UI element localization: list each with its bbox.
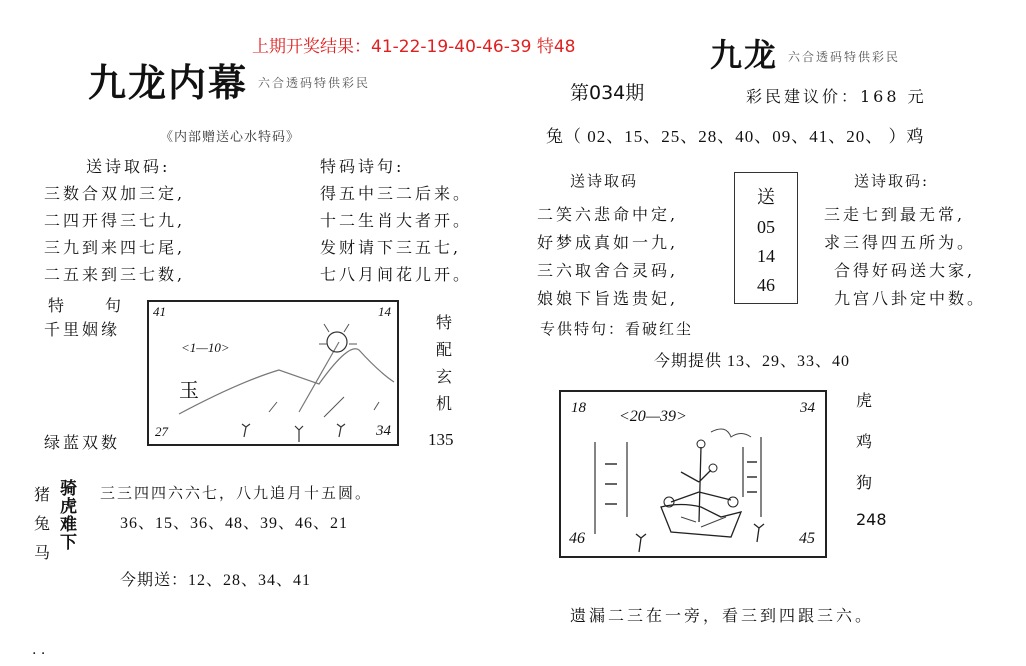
right-poem-right-line: 合得好码送大家, [834,261,976,280]
left-special-label: 特 句 [48,296,125,315]
left-poem-left-heading: 送诗取码: [86,157,171,176]
last-result-banner: 上期开奖结果：41-22-19-40-46-39 特48 [252,37,576,57]
zodiac-char: 难 [60,515,77,535]
side-char: 机 [436,394,456,413]
riddle-numbers: 36、15、36、48、39、46、21 [120,515,349,532]
right-sketch-drawing [559,390,827,558]
sketch-lines-icon [149,302,397,444]
right-side-vertical [856,388,875,493]
left-poem-right-line: 七八月间花儿开。 [320,265,473,284]
this-period-send: 今期送：12、28、34、41 [120,572,312,589]
zodiac-char: 马 [34,543,51,562]
footer-dots: . . [32,642,46,658]
right-subtitle: 六合透码特供彩民 [788,50,901,64]
left-color-label: 绿蓝双数 [44,433,121,452]
sketch-corner-br: 45 [799,530,815,547]
left-section-title: 《内部赠送心水特码》 [160,130,301,145]
side-char: 狗 [856,473,876,492]
side-char: 鸡 [856,432,876,451]
left-subtitle: 六合透码特供彩民 [258,76,371,90]
left-poem-right-line: 十二生肖大者开。 [320,211,473,230]
left-poem-right-line: 发财请下三五七, [320,238,462,257]
send-box-number: 14 [757,246,775,266]
left-poem-left-line: 二五来到三七数, [44,265,186,284]
side-char: 虎 [856,391,876,410]
sketch-corner-tl: 18 [571,400,586,416]
right-poem-left-line: 好梦成真如一九, [537,233,679,252]
zodiac-char: 兔 [34,514,51,533]
send-numbers-box [734,172,798,304]
send-box-column [735,183,797,296]
sketch-corner-bl: 27 [155,424,168,439]
zodiac-char: 骑 [60,479,77,499]
left-special-phrase: 千里姻缘 [44,320,121,339]
right-poem-right-line: 求三得四五所为。 [824,233,977,252]
left-side-number: 135 [428,430,454,449]
suggested-price: 彩民建议价：168 元 [746,87,927,106]
right-title: 九龙 [710,36,779,74]
left-side-vertical [436,310,455,414]
left-poem-left-line: 二四开得三七九, [44,211,186,230]
riddle-line: 三三四四六六七，八九追月十五圆。 [100,484,373,502]
left-poem-left-line: 三九到来四七尾, [44,238,186,257]
right-poem-left-line: 三六取舍合灵码, [537,261,679,280]
zodiac-column-1 [34,482,50,563]
zodiac-char: 猪 [34,485,51,504]
bottom-poem: 遗漏二三在一旁，看三到四跟三六。 [570,606,875,625]
right-side-number: 248 [856,510,887,529]
left-poem-right-line: 得五中三二后来。 [320,184,473,203]
period-number: 第034期 [570,82,645,104]
side-char: 玄 [436,367,456,386]
sketch-corner-br: 34 [376,423,391,439]
right-poem-left-line: 娘娘下旨选贵妃, [537,289,679,308]
right-poem-left-heading: 送诗取码 [570,172,639,190]
side-char: 配 [436,340,456,359]
right-poem-right-line: 九宫八卦定中数。 [834,289,987,308]
side-char: 特 [436,313,456,332]
sketch-range-text: <20—39> [619,408,687,425]
zodiac-char: 虎 [60,497,77,517]
sketch-lines-icon [561,392,825,556]
right-special-phrase: 专供特句：看破红尘 [540,320,694,338]
right-poem-left-line: 二笑六悲命中定, [537,205,679,224]
send-box-label: 送 [757,187,775,207]
left-poem-left-line: 三数合双加三定, [44,184,186,203]
left-title: 九龙内幕 [88,60,249,105]
right-poem-right-line: 三走七到最无常, [824,205,966,224]
zodiac-column-2 [60,480,77,552]
left-sketch-drawing [147,300,399,446]
right-poem-right-heading: 送诗取码: [854,172,930,190]
sketch-glyph: 玉 [179,378,199,402]
sketch-corner-tl: 41 [153,304,166,319]
sketch-corner-tr: 34 [800,400,815,416]
sketch-corner-bl: 46 [569,530,585,547]
send-box-number: 05 [757,217,775,237]
left-poem-right-heading: 特码诗句: [320,157,405,176]
zodiac-char: 下 [60,533,77,553]
rabbit-rooster-line: 兔（ 02、15、25、28、40、09、41、20、 ）鸡 [546,127,925,146]
provide-line: 今期提供 13、29、33、40 [654,353,851,370]
sketch-arrow-text: <1—10> [181,340,230,355]
sketch-corner-tr: 14 [378,304,391,319]
send-box-number: 46 [757,275,775,295]
